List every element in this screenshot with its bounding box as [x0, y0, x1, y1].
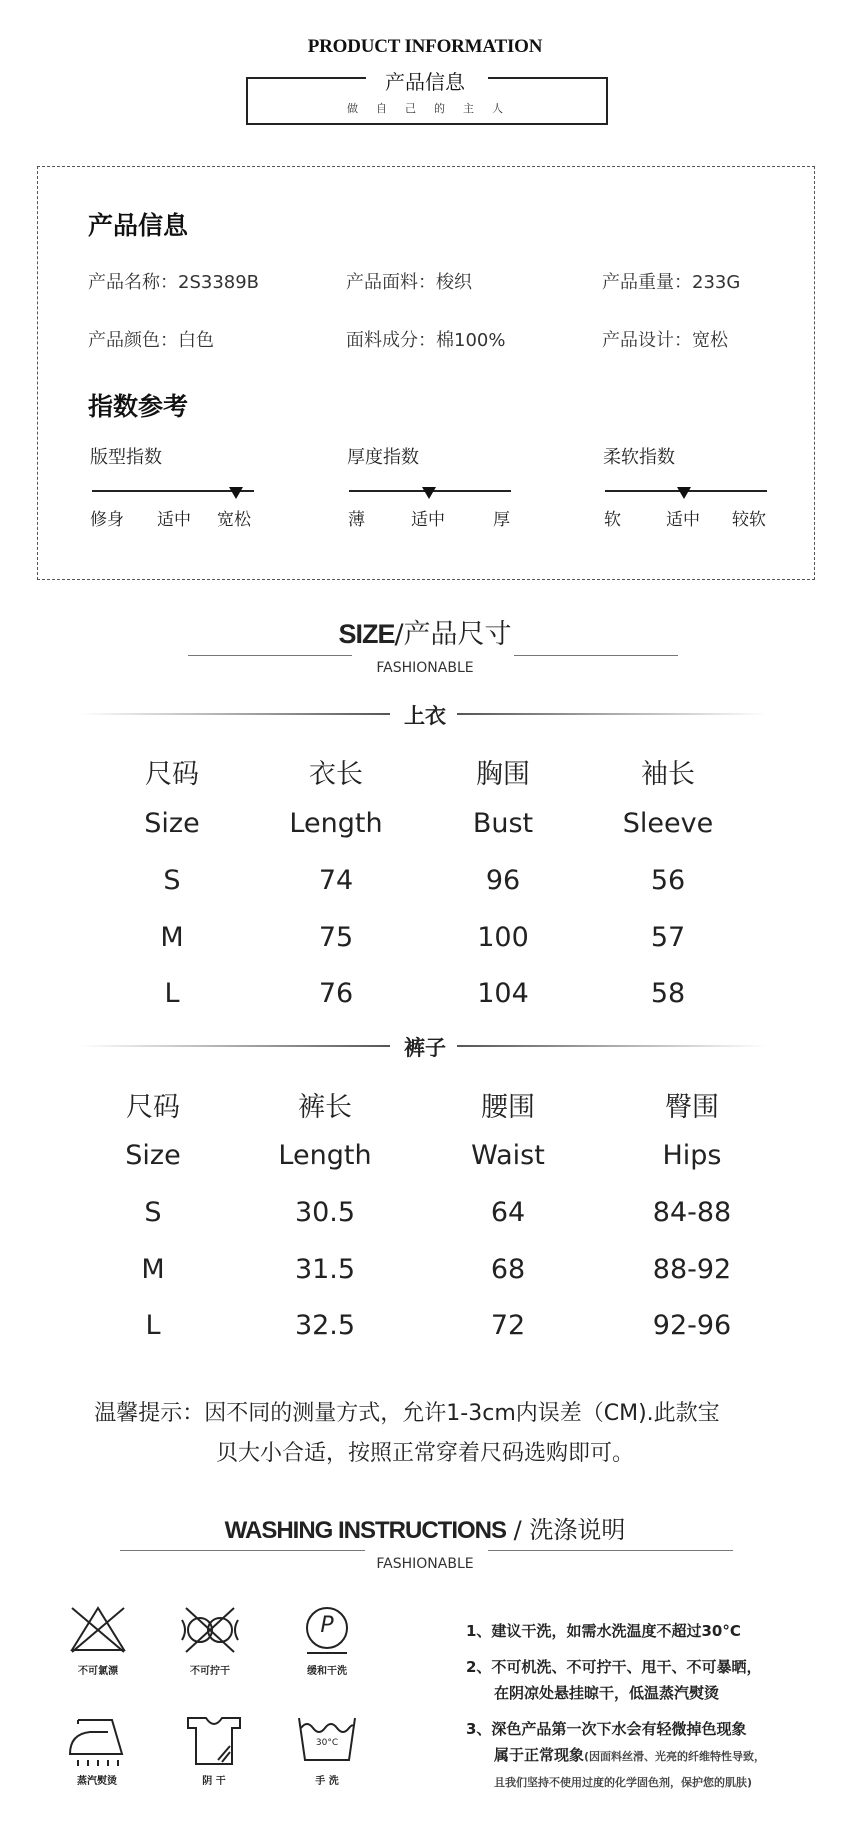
table-cell: 76 — [318, 978, 354, 1009]
size-fashionable: FASHIONABLE — [376, 660, 474, 676]
hand-wash-label: 手 洗 — [315, 1776, 339, 1787]
pants-header-cn-3: 腰围 — [481, 1092, 535, 1123]
size-rule-right — [514, 655, 678, 656]
table-cell: 56 — [650, 865, 686, 896]
table-cell: 104 — [477, 978, 529, 1009]
thickness-index-tick-3: 厚 — [493, 510, 510, 530]
shade-dry-label: 阴 干 — [202, 1776, 226, 1787]
fit-index-tick-3: 宽松 — [217, 510, 251, 530]
wash-instruction-3a: 3、深色产品第一次下水会有轻微掉色现象 — [466, 1720, 747, 1738]
wash-instruction-3b-small: (因面料丝滑、光亮的纤维特性导致， — [584, 1750, 766, 1763]
tops-header-cn-3: 胸围 — [476, 759, 530, 790]
info-color: 产品颜色：白色 — [88, 330, 214, 351]
info-design: 产品设计：宽松 — [602, 330, 728, 351]
no-wring-label: 不可拧干 — [190, 1666, 230, 1677]
info-fabric: 产品面料：梭织 — [346, 272, 472, 293]
table-cell: 75 — [318, 922, 354, 953]
tops-header-cn-4: 袖长 — [641, 759, 695, 790]
table-cell: 68 — [490, 1254, 526, 1285]
wash-instruction-2a: 2、不可机洗、不可拧干、甩干、不可暴晒， — [466, 1658, 762, 1676]
thickness-index-marker — [422, 487, 436, 499]
header-title-en: PRODUCT INFORMATION — [307, 36, 543, 57]
hand-wash-icon — [295, 1712, 359, 1768]
size-note-line-1: 温馨提示：因不同的测量方式，允许1-3cm内误差（CM).此款宝 — [94, 1401, 720, 1426]
steam-iron-icon — [64, 1712, 128, 1768]
table-cell: M — [160, 922, 184, 953]
washing-rule-left — [120, 1550, 365, 1551]
table-cell: 88-92 — [652, 1254, 732, 1285]
header-subtitle: 做自己的主人 — [347, 102, 521, 115]
tops-header-en-4: Sleeve — [622, 808, 714, 839]
size-title-cn: /产品尺寸 — [394, 619, 512, 650]
fit-index-tick-2: 适中 — [157, 510, 191, 530]
wash-instruction-3b — [494, 1744, 765, 1765]
size-rule-left — [188, 655, 352, 656]
washing-rule-right — [488, 1550, 733, 1551]
no-bleach-icon — [66, 1602, 130, 1658]
tops-heading: 上衣 — [404, 704, 446, 728]
table-cell: 100 — [477, 922, 529, 953]
size-note-line-2: 贝大小合适，按照正常穿着尺码选购即可。 — [215, 1441, 634, 1466]
table-cell: 30.5 — [294, 1197, 356, 1228]
washing-title — [0, 1510, 850, 1545]
table-cell: 64 — [490, 1197, 526, 1228]
table-cell: S — [144, 1197, 162, 1228]
product-info-title: 产品信息 — [88, 211, 189, 240]
washing-fashionable: FASHIONABLE — [376, 1556, 474, 1572]
tops-header-cn-1: 尺码 — [145, 759, 199, 790]
wash-instruction-3c — [494, 1772, 752, 1790]
no-bleach-label: 不可氯漂 — [78, 1666, 118, 1677]
softness-index-tick-1: 软 — [604, 510, 621, 530]
table-cell: 96 — [485, 865, 521, 896]
softness-index-marker — [677, 487, 691, 499]
softness-index-tick-2: 适中 — [666, 510, 700, 530]
pants-header-cn-4: 臀围 — [665, 1092, 719, 1123]
wash-instruction-3b-main: 属于正常现象 — [494, 1746, 585, 1764]
pants-rule-right — [457, 1045, 767, 1047]
table-cell: 92-96 — [652, 1310, 732, 1341]
table-cell: L — [145, 1310, 161, 1341]
table-cell: 31.5 — [294, 1254, 356, 1285]
steam-iron-label: 蒸汽熨烫 — [77, 1776, 117, 1787]
fit-index-label: 版型指数 — [90, 447, 162, 468]
size-title — [0, 612, 850, 651]
thickness-index-tick-1: 薄 — [348, 510, 365, 530]
table-cell: 84-88 — [652, 1197, 732, 1228]
table-cell: L — [164, 978, 180, 1009]
fit-index-tick-1: 修身 — [90, 510, 124, 530]
softness-index-label: 柔软指数 — [603, 447, 675, 468]
table-cell: 32.5 — [294, 1310, 356, 1341]
pants-header-en-2: Length — [278, 1140, 372, 1171]
gentle-dry-clean-label: 缓和干洗 — [307, 1666, 347, 1677]
no-wring-icon — [178, 1602, 242, 1658]
index-reference-title: 指数参考 — [88, 392, 189, 421]
header-title-cn: 产品信息 — [385, 70, 465, 94]
pants-header-cn-1: 尺码 — [126, 1092, 180, 1123]
washing-title-cn: / 洗涤说明 — [506, 1516, 626, 1544]
table-cell: 72 — [490, 1310, 526, 1341]
table-cell: 58 — [650, 978, 686, 1009]
gentle-dry-clean-icon — [295, 1602, 359, 1658]
hand-wash-glyph: 30°C — [315, 1738, 339, 1748]
info-composition: 面料成分：棉100% — [346, 330, 506, 351]
table-cell: 74 — [318, 865, 354, 896]
table-cell: S — [163, 865, 181, 896]
tops-header-en-1: Size — [144, 808, 200, 839]
pants-header-cn-2: 裤长 — [298, 1092, 352, 1123]
thickness-index-tick-2: 适中 — [411, 510, 445, 530]
softness-index-tick-3: 较软 — [732, 510, 766, 530]
thickness-index-label: 厚度指数 — [347, 447, 419, 468]
table-cell: 57 — [650, 922, 686, 953]
pants-header-en-3: Waist — [471, 1140, 545, 1171]
tops-rule-right — [457, 713, 767, 715]
info-name: 产品名称：2S3389B — [88, 272, 260, 293]
wash-instruction-2b: 在阴凉处悬挂晾干，低温蒸汽熨烫 — [494, 1684, 720, 1702]
pants-header-en-4: Hips — [662, 1140, 722, 1171]
wash-instruction-3c-small: 且我们坚持不使用过度的化学固色剂，保护您的肌肤) — [494, 1776, 753, 1789]
gentle-dry-clean-glyph: P — [320, 1613, 334, 1638]
tops-header-en-2: Length — [289, 808, 383, 839]
fit-index-marker — [229, 487, 243, 499]
size-title-en: SIZE — [338, 619, 395, 649]
pants-header-en-1: Size — [125, 1140, 181, 1171]
wash-instruction-1: 1、建议干洗，如需水洗温度不超过30°C — [466, 1622, 741, 1640]
tops-header-cn-2: 衣长 — [309, 759, 363, 790]
table-cell: M — [141, 1254, 165, 1285]
shade-dry-icon — [182, 1712, 246, 1768]
pants-heading: 裤子 — [404, 1036, 446, 1060]
tops-header-en-3: Bust — [472, 808, 534, 839]
washing-title-en: WASHING INSTRUCTIONS — [224, 1517, 506, 1544]
info-weight: 产品重量：233G — [602, 272, 741, 293]
